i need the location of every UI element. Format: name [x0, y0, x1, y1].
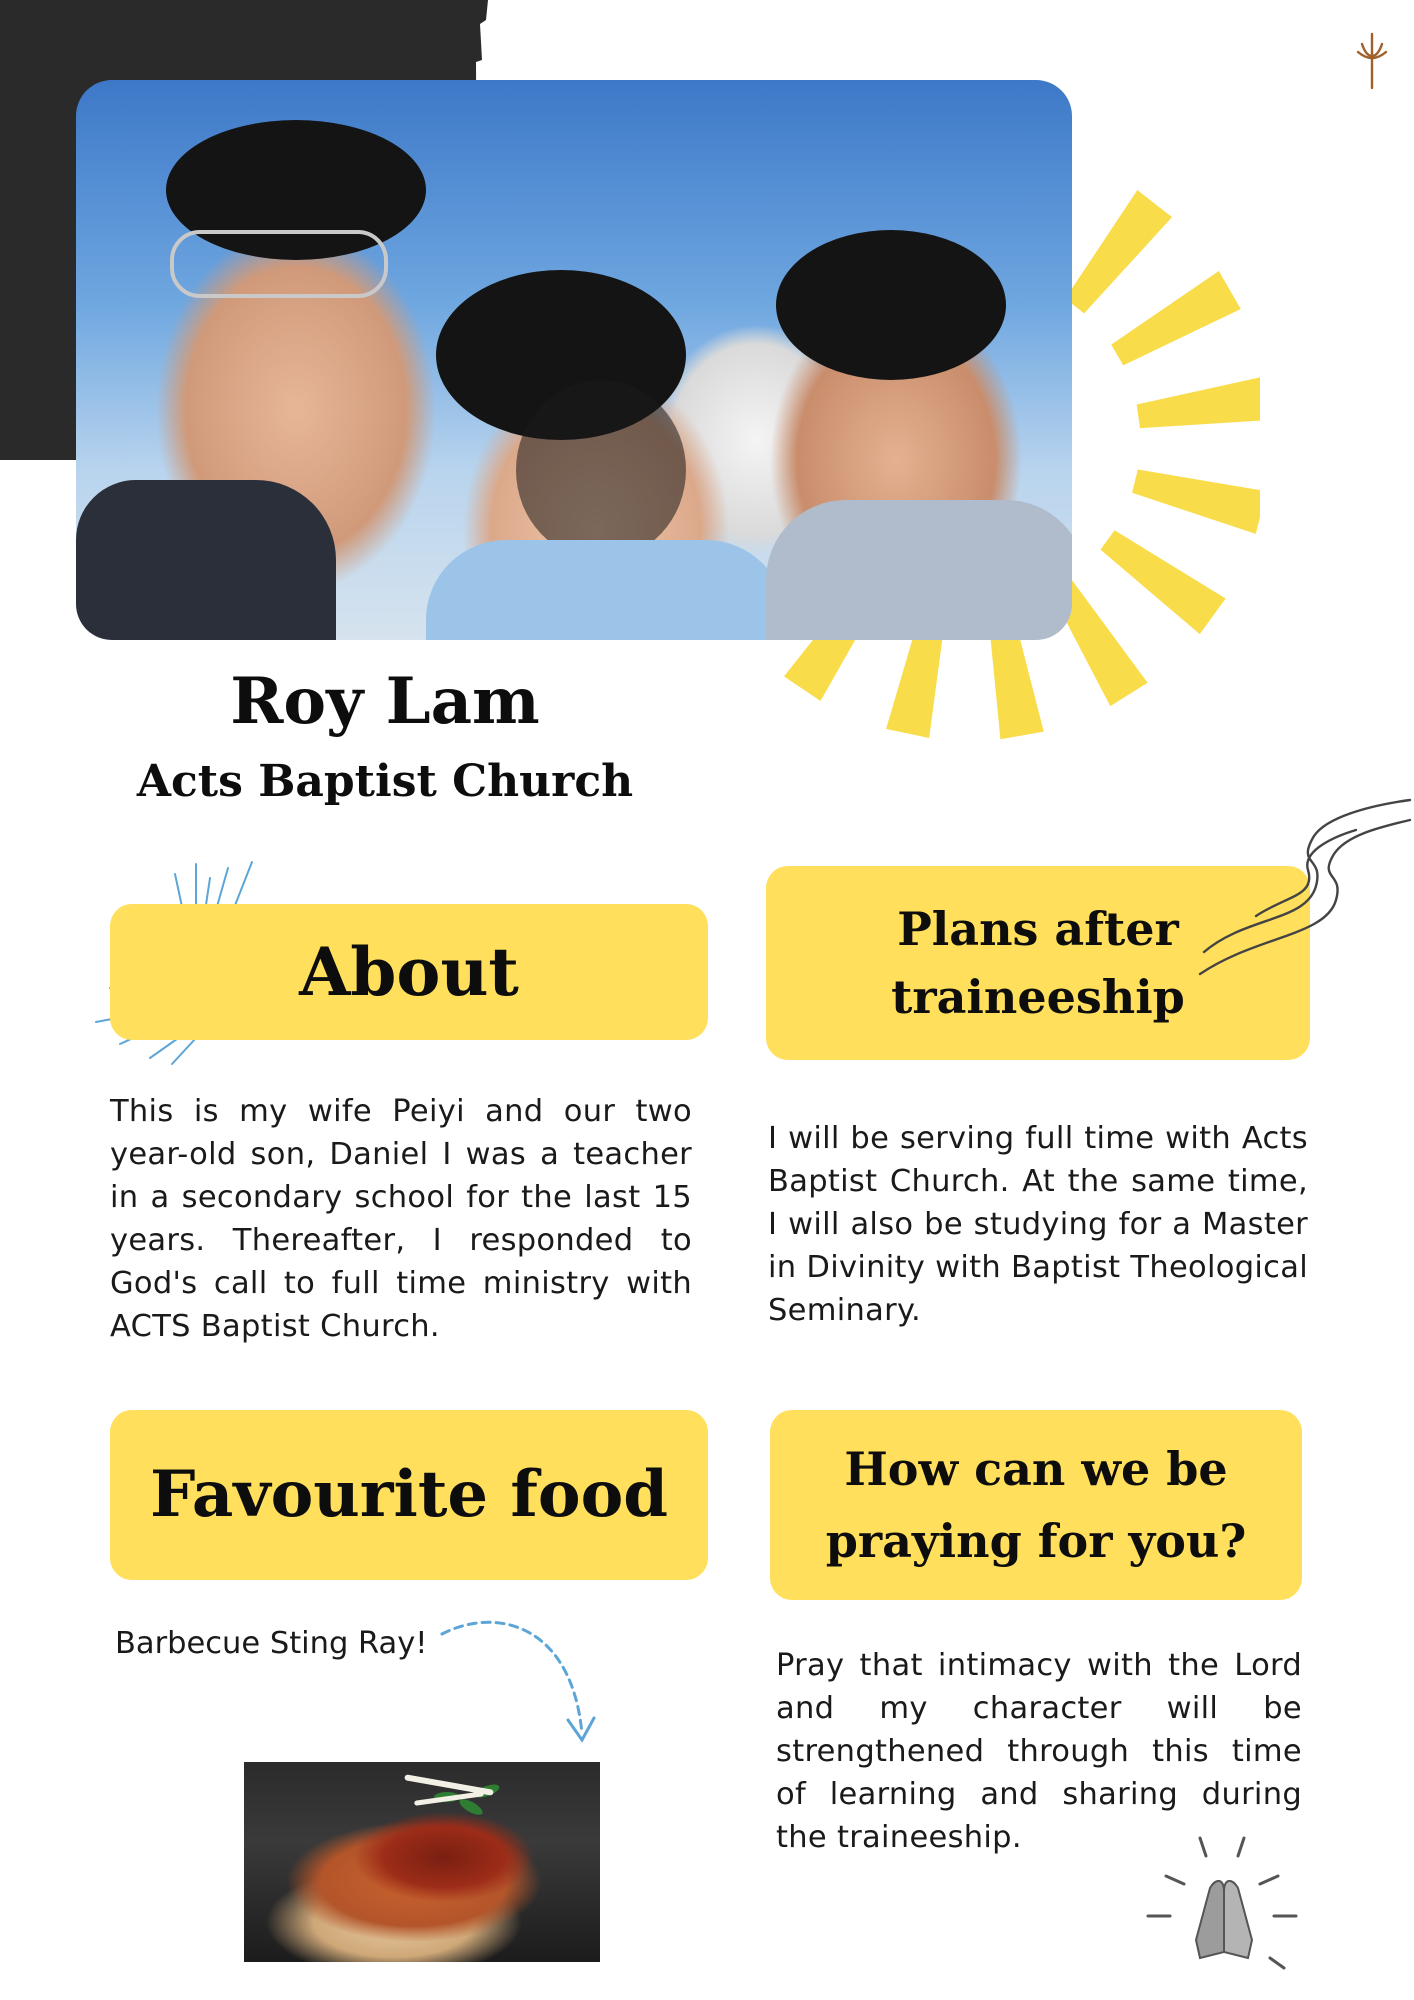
wave-doodle-icon	[1196, 796, 1414, 986]
logo-icon	[1352, 30, 1392, 92]
prayer-text: Pray that intimacy with the Lord and my character will be strengthened through this time of learning and sharing during the traineeship.	[776, 1648, 1302, 1855]
person-name: Roy Lam	[230, 664, 540, 739]
plans-heading-line2: traineeship	[891, 970, 1185, 1024]
plans-heading-line1: Plans after	[897, 902, 1179, 956]
family-photo	[76, 80, 1072, 640]
plans-heading	[891, 895, 1185, 1031]
about-heading: About	[299, 933, 519, 1011]
food-photo	[244, 1762, 600, 1962]
about-text: This is my wife Peiyi and our two year-old son, Daniel I was a teacher in a secondary school for the last 15 years. Thereafter, I responded to God's call to full time ministry with ACTS Baptist Church.	[110, 1094, 692, 1344]
arrow-doodle-icon	[436, 1610, 606, 1760]
prayer-heading-box	[770, 1410, 1302, 1600]
food-heading: Favourite food	[149, 1457, 669, 1532]
praying-hands-icon	[1144, 1832, 1304, 1974]
food-text: Barbecue Sting Ray!	[115, 1626, 428, 1661]
prayer-heading	[826, 1433, 1247, 1577]
food-heading-box	[110, 1410, 708, 1580]
church-name: Acts Baptist Church	[136, 756, 634, 807]
about-heading-box	[110, 904, 708, 1040]
prayer-heading-line2: praying for you?	[825, 1514, 1247, 1568]
plans-text: I will be serving full time with Acts Baptist Church. At the same time, I will also be studying for a Master in Divinity with Baptist Theological Seminary.	[768, 1121, 1308, 1328]
prayer-heading-line1: How can we be	[844, 1442, 1228, 1496]
